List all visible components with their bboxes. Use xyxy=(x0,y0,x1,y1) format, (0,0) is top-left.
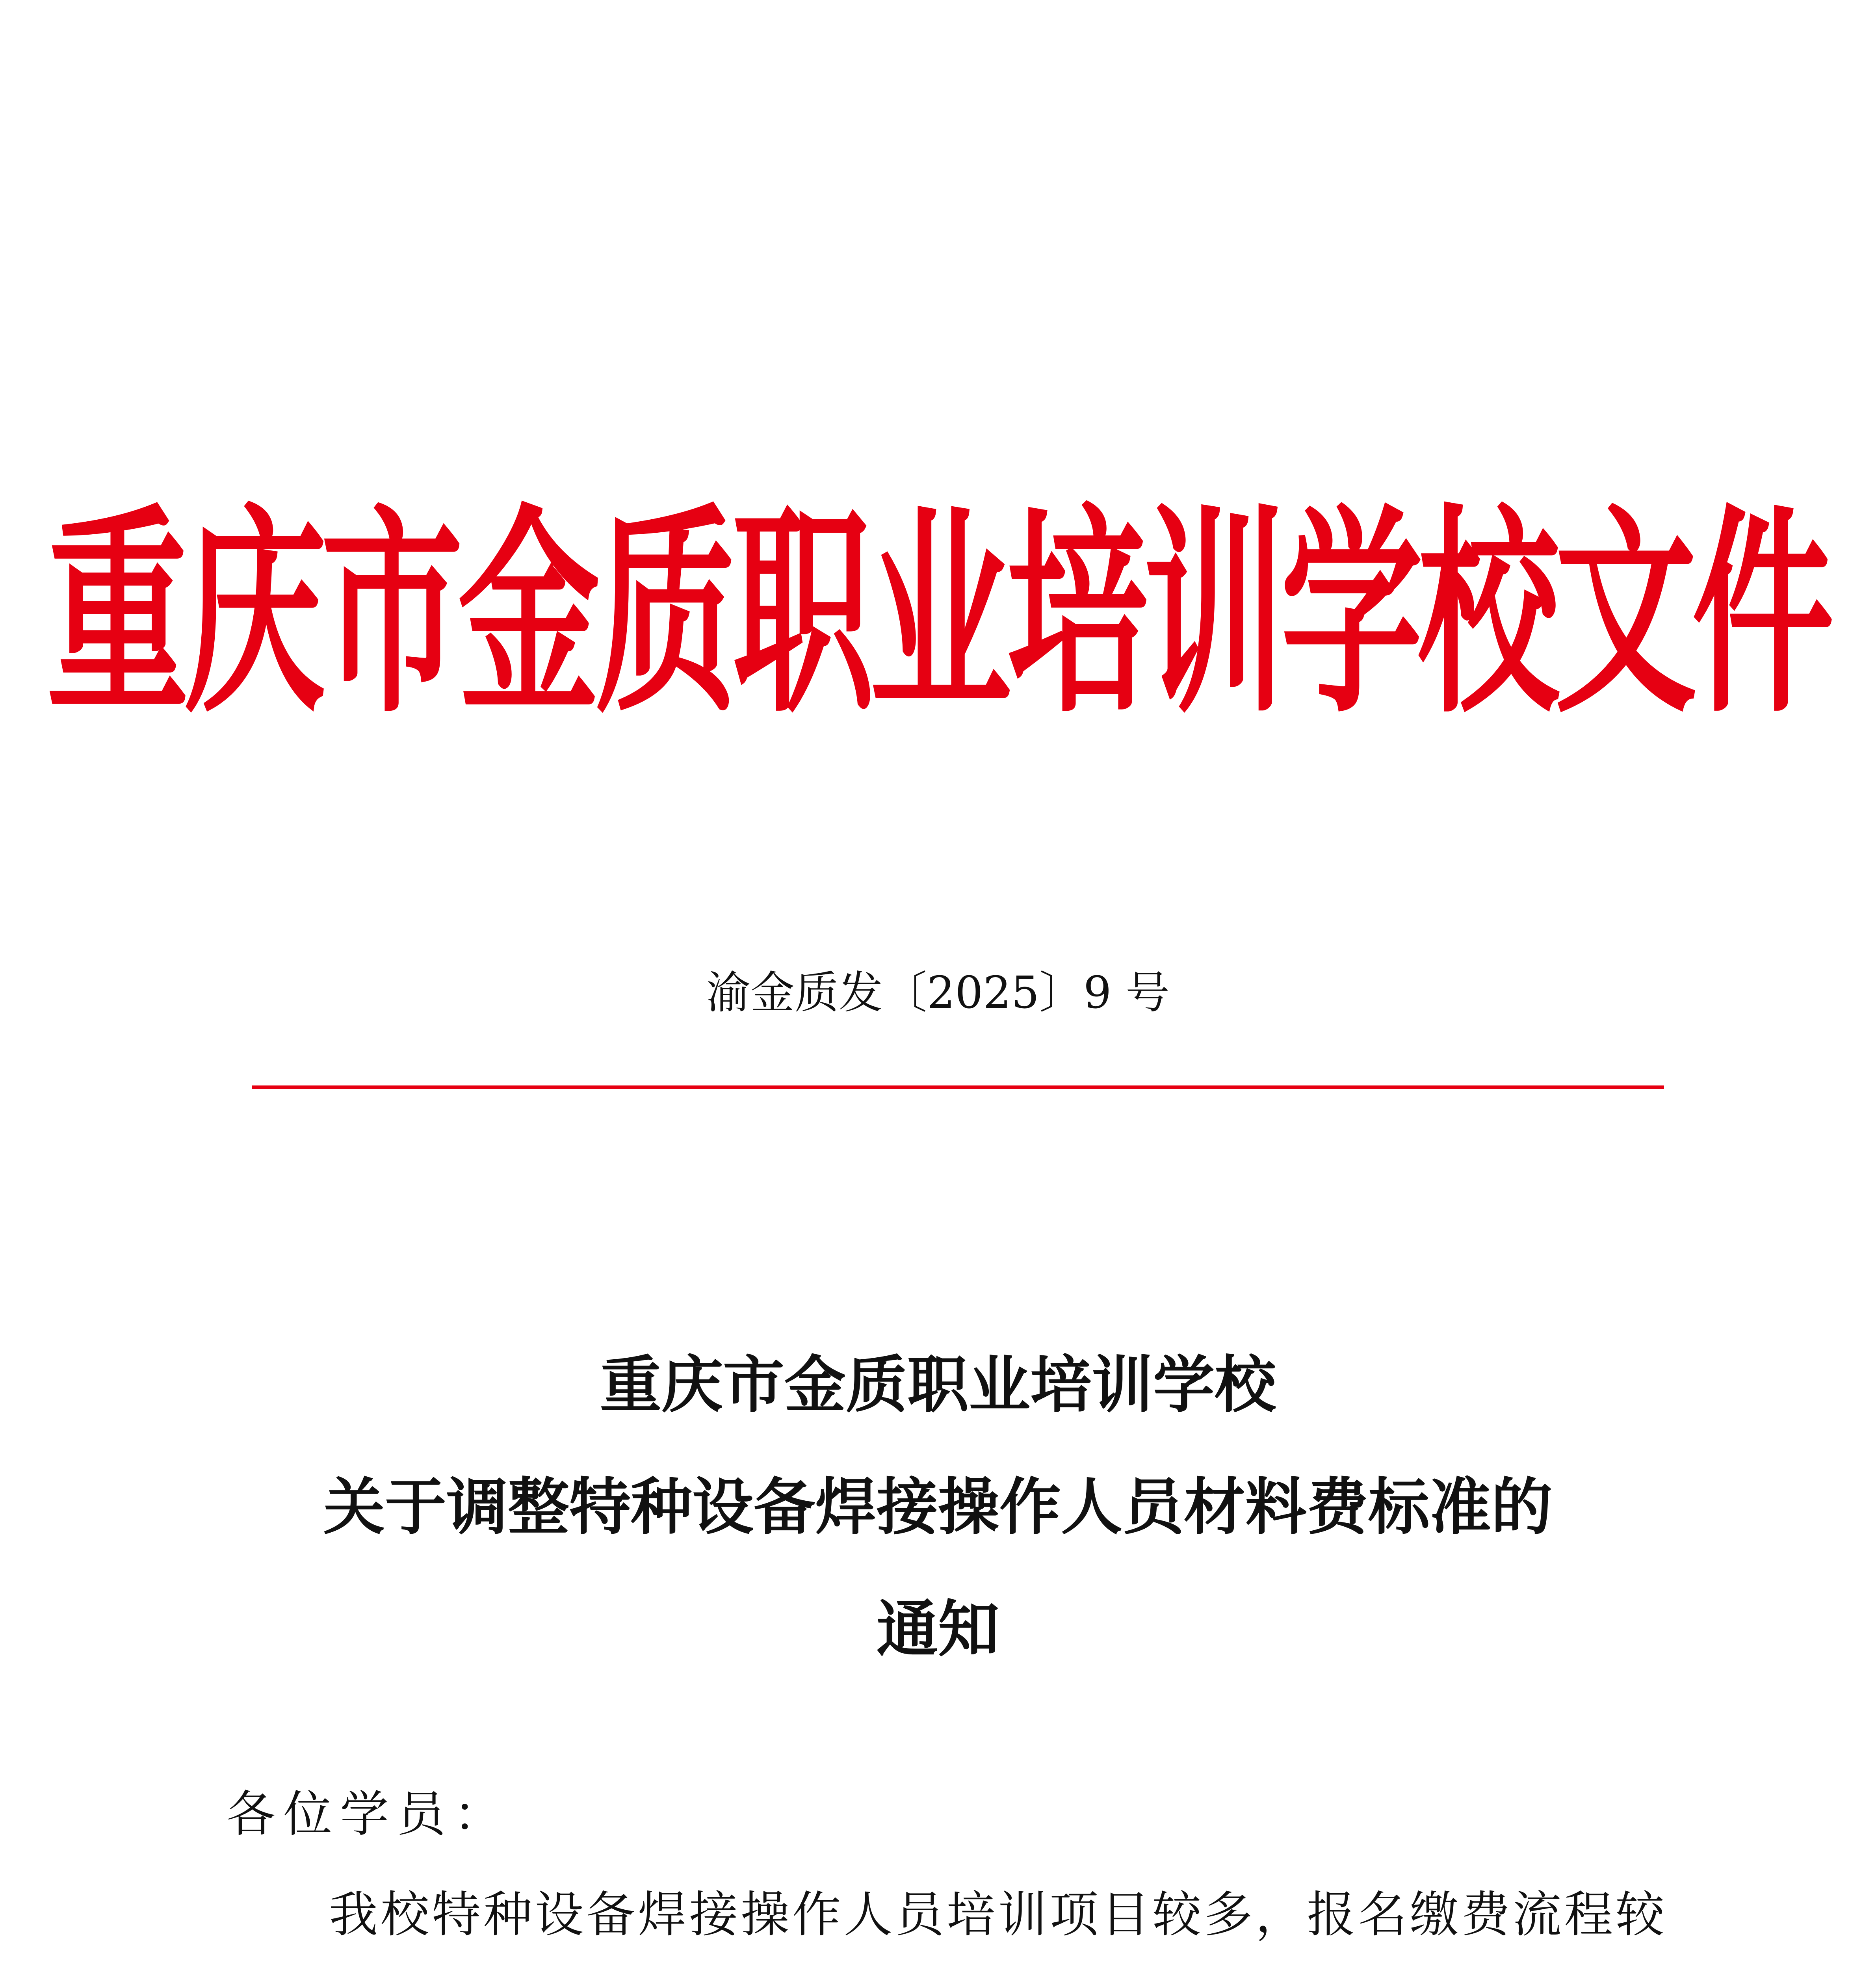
title-line-2: 关于调整特种设备焊接操作人员材料费标准的 xyxy=(323,1471,1553,1543)
body-paragraph xyxy=(227,1860,1664,1970)
masthead-title: 重庆市金质职业培训学校文件 xyxy=(47,486,1829,742)
body-line: 我校特种设备焊接操作人员培训项目较多，报名缴费流程较 xyxy=(329,1886,1664,1943)
title-line-3: 通知 xyxy=(877,1593,999,1665)
document-title xyxy=(118,1324,1758,1690)
title-line-1: 重庆市金质职业培训学校 xyxy=(600,1349,1276,1421)
masthead xyxy=(0,465,1876,764)
document-number: 渝金质发〔2025〕9 号 xyxy=(706,967,1170,1018)
red-divider-line xyxy=(252,1085,1664,1089)
salutation: 各位学员： xyxy=(227,1786,511,1843)
